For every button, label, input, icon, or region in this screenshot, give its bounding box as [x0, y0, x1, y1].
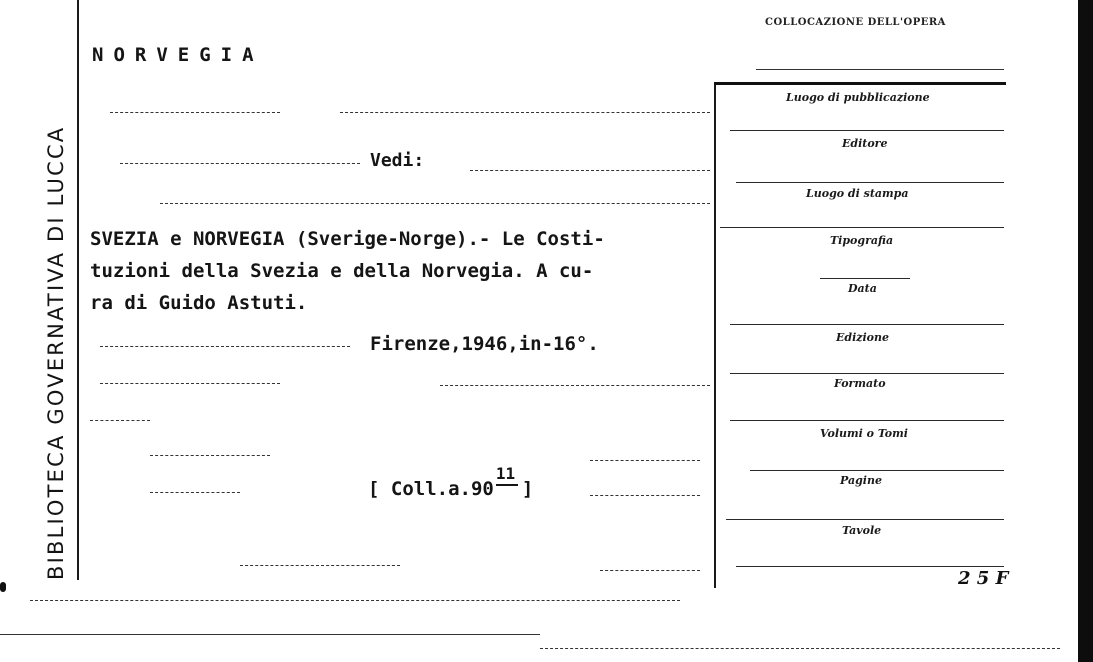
- form-field-label: Data: [848, 282, 877, 295]
- margin-rule: [77, 0, 79, 580]
- dotted-rule: [470, 170, 710, 171]
- dotted-rule: [30, 600, 680, 601]
- form-field-label: Editore: [842, 137, 888, 150]
- dotted-rule: [150, 455, 270, 456]
- form-title: COLLOCAZIONE DELL'OPERA: [765, 17, 946, 28]
- form-field-label: Luogo di pubblicazione: [786, 91, 930, 104]
- call-number-prefix: [ Coll.a.90: [368, 478, 494, 500]
- form-field-rule: [730, 373, 1004, 374]
- handwritten-mark: 2 5 F: [958, 568, 1009, 589]
- form-field-rule: [750, 470, 1004, 471]
- entry-text-line: ra di Guido Astuti.: [90, 292, 308, 314]
- library-stamp: BIBLIOTECA GOVERNATIVA DI LUCCA: [44, 125, 68, 580]
- form-field-label: Tavole: [842, 524, 882, 537]
- form-field-rule: [720, 227, 1004, 228]
- dotted-rule: [590, 460, 700, 461]
- scan-edge: [1078, 0, 1093, 662]
- fraction-bar: [496, 484, 518, 486]
- form-top-rule: [714, 82, 1006, 85]
- dotted-rule: [340, 112, 710, 113]
- dotted-rule: [600, 570, 700, 571]
- entry-text-line: SVEZIA e NORVEGIA (Sverige-Norge).- Le Costi-: [90, 228, 605, 250]
- form-field-rule: [730, 324, 1004, 325]
- form-field-label: Tipografia: [830, 234, 894, 247]
- card-bottom-rule: [0, 634, 540, 635]
- dotted-rule: [100, 346, 350, 347]
- call-number: [368, 464, 534, 500]
- form-field-rule: [726, 519, 1004, 520]
- dotted-rule: [160, 203, 710, 204]
- imprint: Firenze,1946,in-16°.: [370, 333, 599, 355]
- dotted-rule: [120, 163, 360, 164]
- scan-artifact: [0, 582, 6, 592]
- form-field-label: Pagine: [840, 474, 882, 487]
- form-field-rule: [820, 278, 910, 279]
- form-field-label: Volumi o Tomi: [820, 427, 908, 440]
- call-number-suffix: ]: [521, 478, 534, 500]
- dotted-rule: [590, 495, 700, 496]
- form-title-rule: [756, 69, 1004, 70]
- card-bottom-rule: [540, 648, 1060, 649]
- entry-text-line: tuzioni della Svezia e della Norvegia. A cu-: [90, 260, 594, 282]
- see-reference-label: Vedi:: [370, 150, 425, 171]
- call-number-fraction: [494, 464, 522, 500]
- form-field-rule: [736, 566, 1004, 567]
- dotted-rule: [90, 420, 150, 421]
- dotted-rule: [150, 492, 240, 493]
- dotted-rule: [440, 385, 710, 386]
- call-number-fraction-value: 11: [495, 464, 516, 483]
- form-field-rule: [730, 420, 1004, 421]
- dotted-rule: [110, 112, 280, 113]
- entry-heading: NORVEGIA: [92, 44, 264, 66]
- form-field-label: Luogo di stampa: [806, 187, 909, 200]
- form-field-label: Edizione: [836, 331, 890, 344]
- form-field-label: Formato: [834, 377, 886, 390]
- form-field-rule: [730, 130, 1004, 131]
- dotted-rule: [240, 565, 400, 566]
- form-field-rule: [736, 182, 1004, 183]
- dotted-rule: [100, 383, 280, 384]
